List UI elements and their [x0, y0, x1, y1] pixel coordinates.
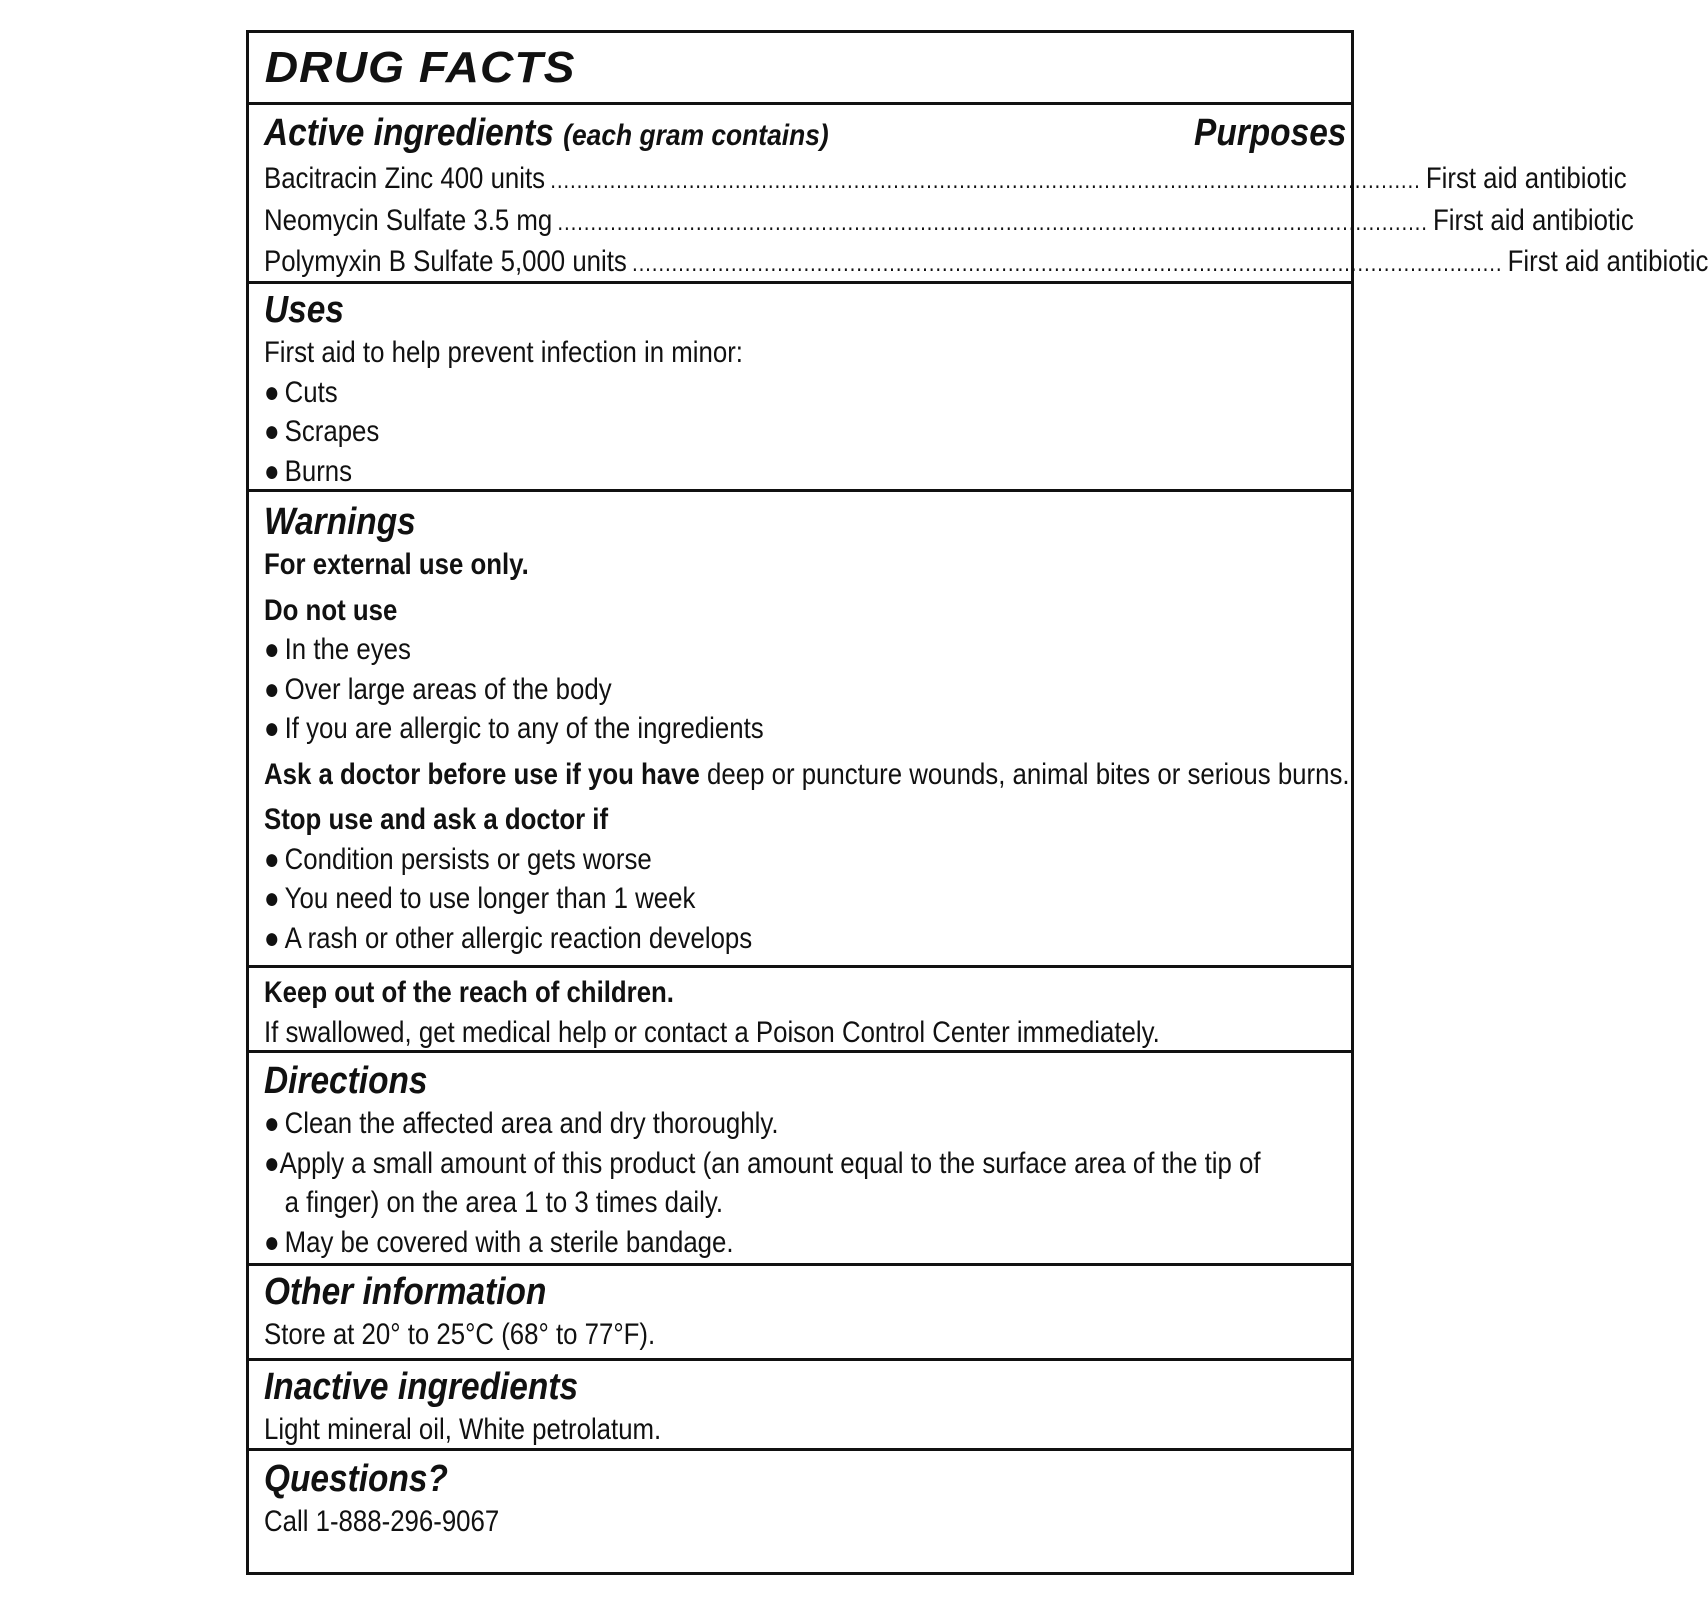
directions-heading: Directions	[264, 1060, 428, 1102]
ingredient-row	[264, 242, 1708, 284]
questions-section	[249, 1448, 1351, 1572]
ingredient-row	[264, 159, 1627, 201]
ingredient-name: Neomycin Sulfate 3.5 mg	[264, 203, 553, 237]
page-title: DRUG FACTS	[264, 43, 576, 92]
do-not-use-heading: Do not use	[264, 593, 398, 627]
dot-leader: ....................................................................................................................................	[550, 167, 1421, 194]
inactive-ingredients-heading: Inactive ingredients	[264, 1366, 579, 1408]
questions-phone: Call 1-888-296-9067	[264, 1505, 500, 1538]
warnings-section	[249, 489, 1351, 968]
title-section	[249, 33, 1351, 105]
keep-out-text: If swallowed, get medical help or contact a Poison Control Center immediately.	[264, 1015, 1160, 1049]
list-item: ● Clean the affected area and dry thoroughly.	[264, 1107, 779, 1140]
ingredient-name: Bacitracin Zinc 400 units	[264, 162, 546, 195]
warnings-heading: Warnings	[264, 501, 416, 543]
uses-section	[249, 281, 1351, 492]
list-item: ● In the eyes	[264, 633, 411, 666]
directions-section	[249, 1050, 1351, 1266]
ingredient-purpose: First aid antibiotic	[1433, 203, 1634, 237]
ingredient-purpose: First aid antibiotic	[1507, 245, 1708, 278]
stop-use-heading: Stop use and ask a doctor if	[264, 803, 609, 836]
list-item: ● Condition persists or gets worse	[264, 842, 652, 876]
active-ingredients-section	[249, 102, 1708, 284]
active-ingredients-header	[264, 110, 1346, 159]
dot-leader: ....................................................................................................................................	[631, 250, 1503, 277]
ask-doctor-warning: Ask a doctor before use if you have deep or puncture wounds, animal bites or serious burns.	[264, 757, 1350, 791]
other-information-text: Store at 20° to 25°C (68° to 77°F).	[264, 1318, 656, 1351]
list-item: ● You need to use longer than 1 week	[264, 882, 696, 915]
keep-out-section	[249, 965, 1351, 1053]
ingredient-row	[264, 201, 1634, 243]
ingredient-name: Polymyxin B Sulfate 5,000 units	[264, 245, 627, 278]
purposes-heading: Purposes	[1194, 112, 1347, 154]
dot-leader: ....................................................................................................................................	[557, 208, 1428, 236]
external-use-warning: For external use only.	[264, 548, 529, 581]
inactive-ingredients-section	[249, 1358, 1351, 1451]
uses-intro: First aid to help prevent infection in minor:	[264, 336, 743, 369]
list-item: ● A rash or other allergic reaction develops	[264, 921, 753, 955]
list-item: ● Over large areas of the body	[264, 672, 612, 706]
list-item: ● If you are allergic to any of the ingredients	[264, 712, 764, 745]
list-item: ● Apply a small amount of this product (an amount equal to the surface area of the tip of	[264, 1146, 1261, 1180]
list-item: ● May be covered with a sterile bandage.	[264, 1225, 734, 1259]
active-ingredients-heading: Active ingredients	[264, 112, 554, 154]
questions-heading: Questions?	[264, 1458, 448, 1500]
uses-heading: Uses	[264, 289, 344, 331]
keep-out-heading: Keep out of the reach of children.	[264, 976, 674, 1009]
other-information-heading: Other information	[264, 1271, 547, 1313]
list-item: ● Cuts	[264, 375, 338, 409]
ingredient-purpose: First aid antibiotic	[1425, 162, 1627, 195]
active-ingredients-subheading: (each gram contains)	[563, 119, 829, 152]
list-item-continuation: a finger) on the area 1 to 3 times daily.	[284, 1186, 724, 1219]
inactive-ingredients-text: Light mineral oil, White petrolatum.	[264, 1413, 662, 1446]
list-item: ● Burns	[264, 454, 353, 488]
other-information-section	[249, 1263, 1351, 1361]
drug-facts-panel	[246, 30, 1708, 1575]
list-item: ● Scrapes	[264, 415, 380, 448]
